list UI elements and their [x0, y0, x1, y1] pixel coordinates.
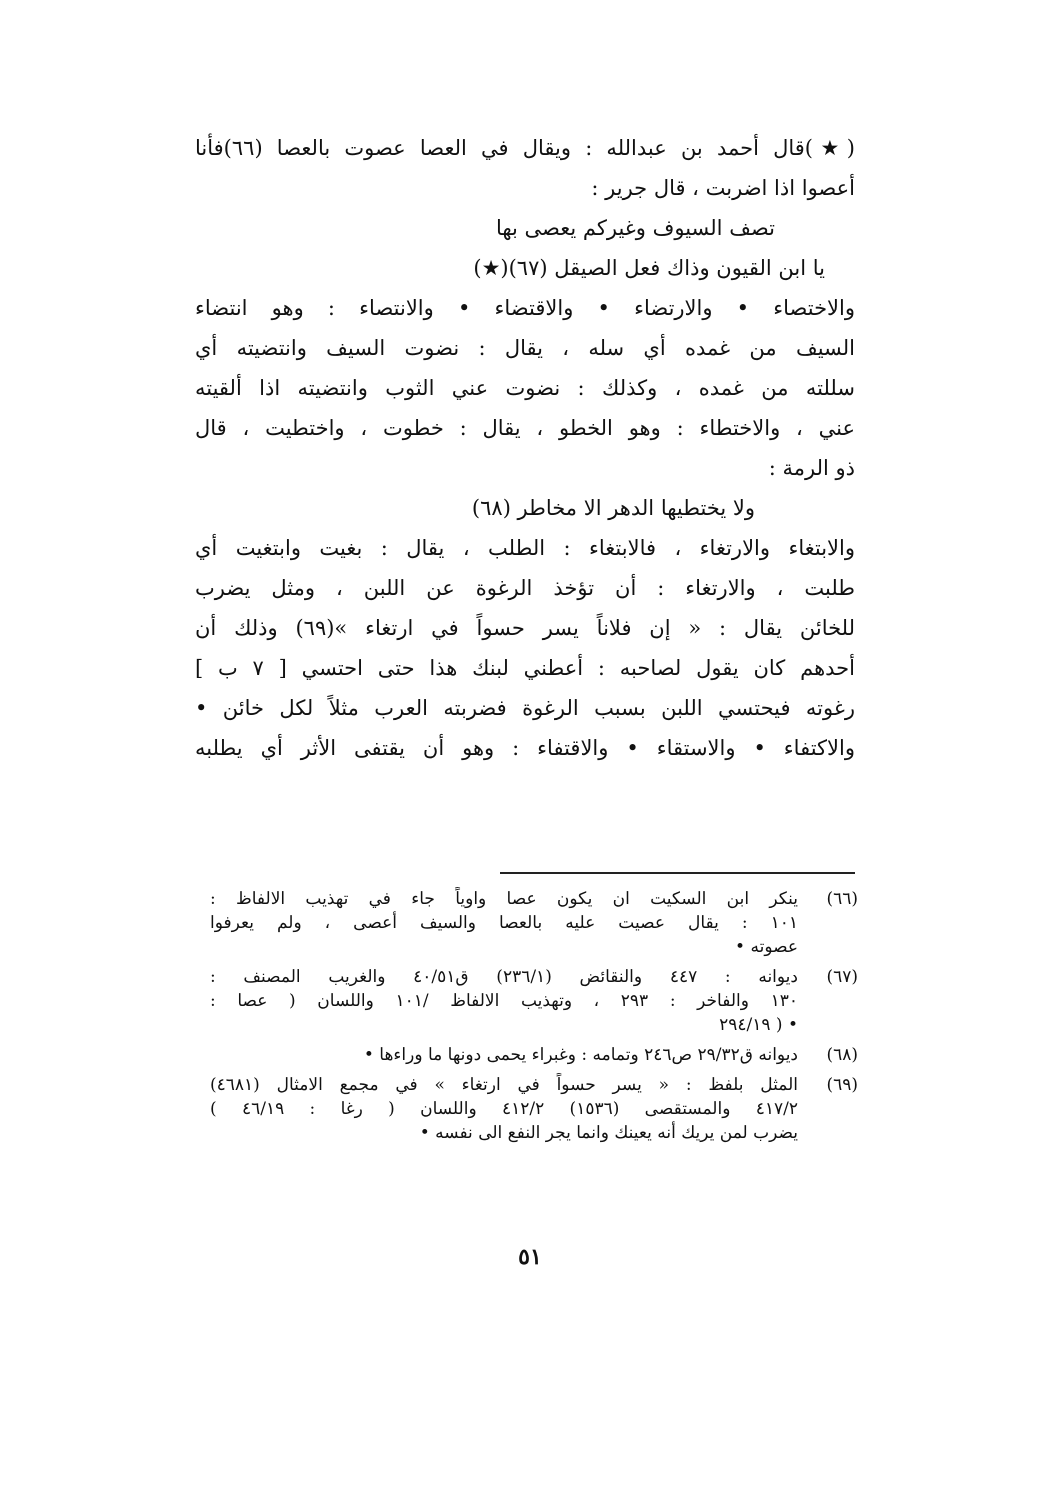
text-line: عني ، والاختطاء : وهو الخطو ، يقال : خطوت ، واختطيت ، قال	[195, 416, 855, 440]
text-line: للخائن يقال : « إن فلاناً يسر حسواً في ارتغاء »(٦٩) وذلك أن	[195, 616, 855, 640]
footnote-line: ينكر ابن السكيت ان يكون عصا واوياً جاء في تهذيب الالفاظ :	[210, 889, 798, 909]
footnote-body	[210, 1073, 798, 1145]
text-line: والاكتفاء • والاستقاء • والاقتفاء : وهو أن يقتفى الأثر أي يطلبه	[195, 736, 855, 760]
footnote-body	[210, 1043, 798, 1067]
footnote-line: ديوانه ق٢٩/٣٢ ص٢٤٦ وتمامه : وغبراء يحمى دونها ما وراءها •	[363, 1045, 798, 1065]
text-line: رغوته فيحتسي اللبن بسبب الرغوة فضربته العرب مثلاً لكل خائن •	[195, 696, 855, 720]
page-number: ٥١	[518, 1244, 542, 1270]
footnote-line: ٤١٧/٢ والمستقصى (١٥٣٦) ٤١٢/٢ واللسان ( رغا : ٤٦/١٩ )	[210, 1099, 798, 1119]
footnote-body	[210, 965, 798, 1037]
text-line: سللته من غمده ، وكذلك : نضوت عني الثوب وانتضيته اذا ألقيته	[195, 376, 855, 400]
footnote-line: المثل بلفظ : « يسر حسواً في ارتغاء » في مجمع الامثال (٤٦٨١)	[210, 1075, 798, 1095]
footnote-line: ١٣٠ والفاخر : ٢٩٣ ، وتهذيب الالفاظ /١٠١ واللسان ( عصا :	[210, 991, 798, 1011]
text-line: أحدهم كان يقول لصاحبه : أعطني لبنك هذا حتى احتسي [ ٧ ب ]	[195, 656, 855, 680]
poetry-verse: تصف السيوف وغيركم يعصى بها	[495, 216, 775, 240]
text-line: طلبت ، والارتغاء : أن تؤخذ الرغوة عن اللبن ، ومثل يضرب	[195, 576, 855, 600]
text-line: السيف من غمده أي سله ، يقال : نضوت السيف وانتضيته أي	[195, 336, 855, 360]
poetry-verse: ولا يختطيها الدهر الا مخاطر (٦٨)	[471, 496, 755, 520]
footnote-66	[210, 887, 858, 959]
footnote-body	[210, 887, 798, 959]
footnote-number: (٦٦)	[826, 889, 858, 909]
footnote-number: (٦٨)	[826, 1045, 858, 1065]
footnote-number: (٦٩)	[826, 1075, 858, 1095]
text-line: (★)قال أحمد بن عبدالله : ويقال في العصا عصوت بالعصا (٦٦)فأنا	[195, 136, 855, 160]
footnote-line: عصوته •	[735, 937, 798, 957]
footnote-69	[210, 1073, 858, 1145]
footnote-number: (٦٧)	[826, 967, 858, 987]
footnote-68	[210, 1043, 858, 1067]
footnotes	[210, 887, 858, 1151]
text-line: ذو الرمة :	[768, 456, 855, 480]
footnote-67	[210, 965, 858, 1037]
text-line: والاختصاء • والارتضاء • والاقتضاء • والانتصاء : وهو انتضاء	[195, 296, 855, 320]
footnote-line: • ( ٢٩٤/١٩	[719, 1015, 798, 1035]
footnote-separator	[500, 872, 855, 874]
main-text-block	[195, 128, 855, 768]
poetry-verse: يا ابن القيون وذاك فعل الصيقل (٦٧)(★)	[473, 256, 825, 280]
footnote-line: ديوانه : ٤٤٧ والنقائض (٢٣٦/١) ق٤٠/٥١ والغريب المصنف :	[210, 967, 798, 987]
footnote-line: ١٠١ : يقال عصيت عليه بالعصا والسيف أعصى ، ولم يعرفوا	[210, 913, 798, 933]
text-line: والابتغاء والارتغاء ، فالابتغاء : الطلب ، يقال : بغيت وابتغيت أي	[195, 536, 855, 560]
footnote-line: يضرب لمن يريك أنه يعينك وانما يجر النفع الى نفسه •	[419, 1123, 798, 1143]
text-line: أعصوا اذا اضربت ، قال جرير :	[591, 176, 855, 200]
